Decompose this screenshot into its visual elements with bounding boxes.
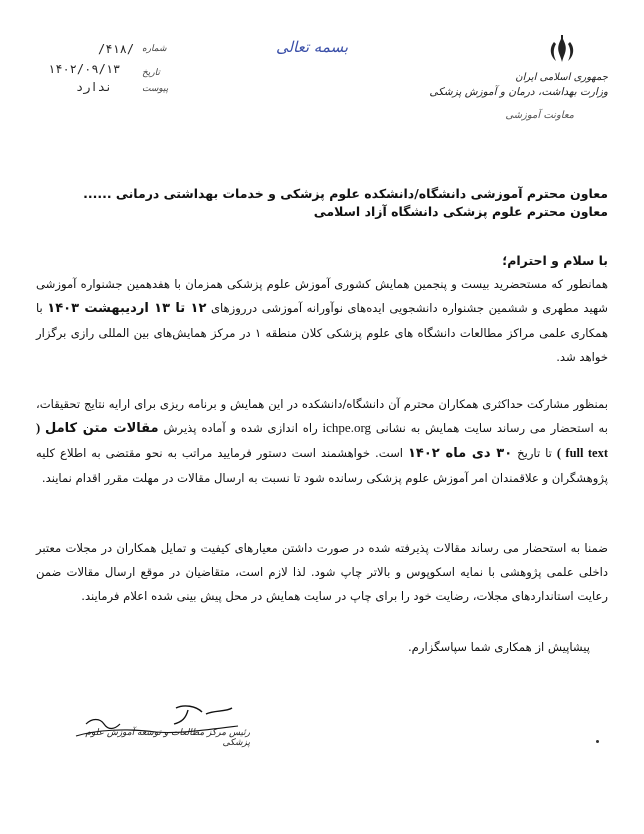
closing-line: پیشاپیش از همکاری شما سپاسگزارم. — [408, 640, 590, 654]
paragraph-2-text-c: تا تاریخ — [517, 446, 552, 460]
paragraph-2-text-d: است. خواهشمند است دستور فرمایید مراتب به نحو مقتضی به اطلاع کلیه پژوهشگران و علاقمندان امر آموزش علوم پزشکی رسانده شود تا نسبت به ارسال مقالات در مهلت مقرر اقدام نمایند. — [36, 446, 608, 485]
paragraph-2 — [36, 392, 608, 490]
ministry-line3: معاونت آموزشی — [505, 110, 574, 121]
letter-date: ۱۴۰۲/۰۹/۱۳ — [48, 62, 121, 76]
paragraph-1-text-b: با همکاری علمی مراکز مطالعات دانشگاه های علوم پزشکی کلان منطقه ۱ در مرکز همایش‌های بین المللی رازی برگزار خواهد شد. — [36, 301, 608, 364]
paragraph-2-text-b: راه اندازی شده و آماده پذیرش — [163, 421, 318, 435]
full-text-label: مقالات متن کامل — [45, 421, 159, 436]
paragraph-3: ضمنا به استحضار می رساند مقالات پذیرفته شده در صورت داشتن معیارهای کیفیت و تمایل همکاران در مجلات معتبر داخلی علمی پژوهشی با نمایه اسکوپوس و بالاتر چاپ شود. لذا لازم است، متقاضیان در موقع ارسال مقالات ضمن رعایت استانداردهای مجلات، رضایت خود را برای چاپ در سایت همایش در محل پیش بینی شده اعلام فرمایند. — [36, 541, 608, 603]
letter-attachment: ندارد — [76, 80, 113, 94]
conference-site-link[interactable]: ichpe.org — [322, 420, 372, 435]
ministry-line2: وزارت بهداشت، درمان و آموزش پزشکی — [429, 86, 608, 98]
iran-emblem-icon — [540, 34, 584, 68]
event-dates: ۱۲ تا ۱۳ اردیبهشت ۱۴۰۳ — [47, 301, 207, 316]
letter-number-label: شماره — [142, 44, 167, 54]
letter-number: /۴۱۸/ — [98, 42, 135, 56]
letter-date-label: تاریخ — [142, 68, 160, 78]
submission-deadline: ۳۰ دی ماه ۱۴۰۲ — [407, 446, 513, 461]
recipient-line-1: معاون محترم آموزشی دانشگاه/دانشکده علوم پزشکی و خدمات بهداشتی درمانی ...... — [83, 186, 608, 201]
paragraph-1 — [36, 272, 608, 369]
paragraph-2-text-a: بمنظور مشارکت حداکثری همکاران محترم آن دانشگاه/دانشکده در این همایش و برنامه ریزی برای ارایه نتایج تحقیقات، به استحضار می رساند سایت همایش به نشانی — [36, 397, 609, 435]
paragraph-1-text-a: همانطور که مستحضرید بیست و پنجمین همایش کشوری آموزش علوم پزشکی همزمان با هفدهمین جشنواره آموزشی شهید مطهری و ششمین جشنواره دانشجویی ایده‌های نوآورانه آموزشی درروزهای — [36, 277, 609, 315]
ministry-header — [408, 70, 608, 124]
recipient-line-2: معاون محترم علوم پزشکی دانشگاه آزاد اسلامی — [313, 204, 608, 219]
greeting: با سلام و احترام؛ — [502, 253, 608, 268]
basmala: بسمه تعالی — [275, 38, 349, 56]
signatory-title: رئیس مرکز مطالعات و توسعه آموزش علوم پزشکی — [85, 728, 250, 748]
letter-attachment-label: پیوست — [142, 84, 169, 94]
ministry-line1: جمهوری اسلامی ایران — [515, 72, 608, 83]
full-text-english: ( full text ) — [36, 421, 608, 460]
letter-meta — [40, 42, 180, 108]
stray-dot — [596, 740, 599, 743]
